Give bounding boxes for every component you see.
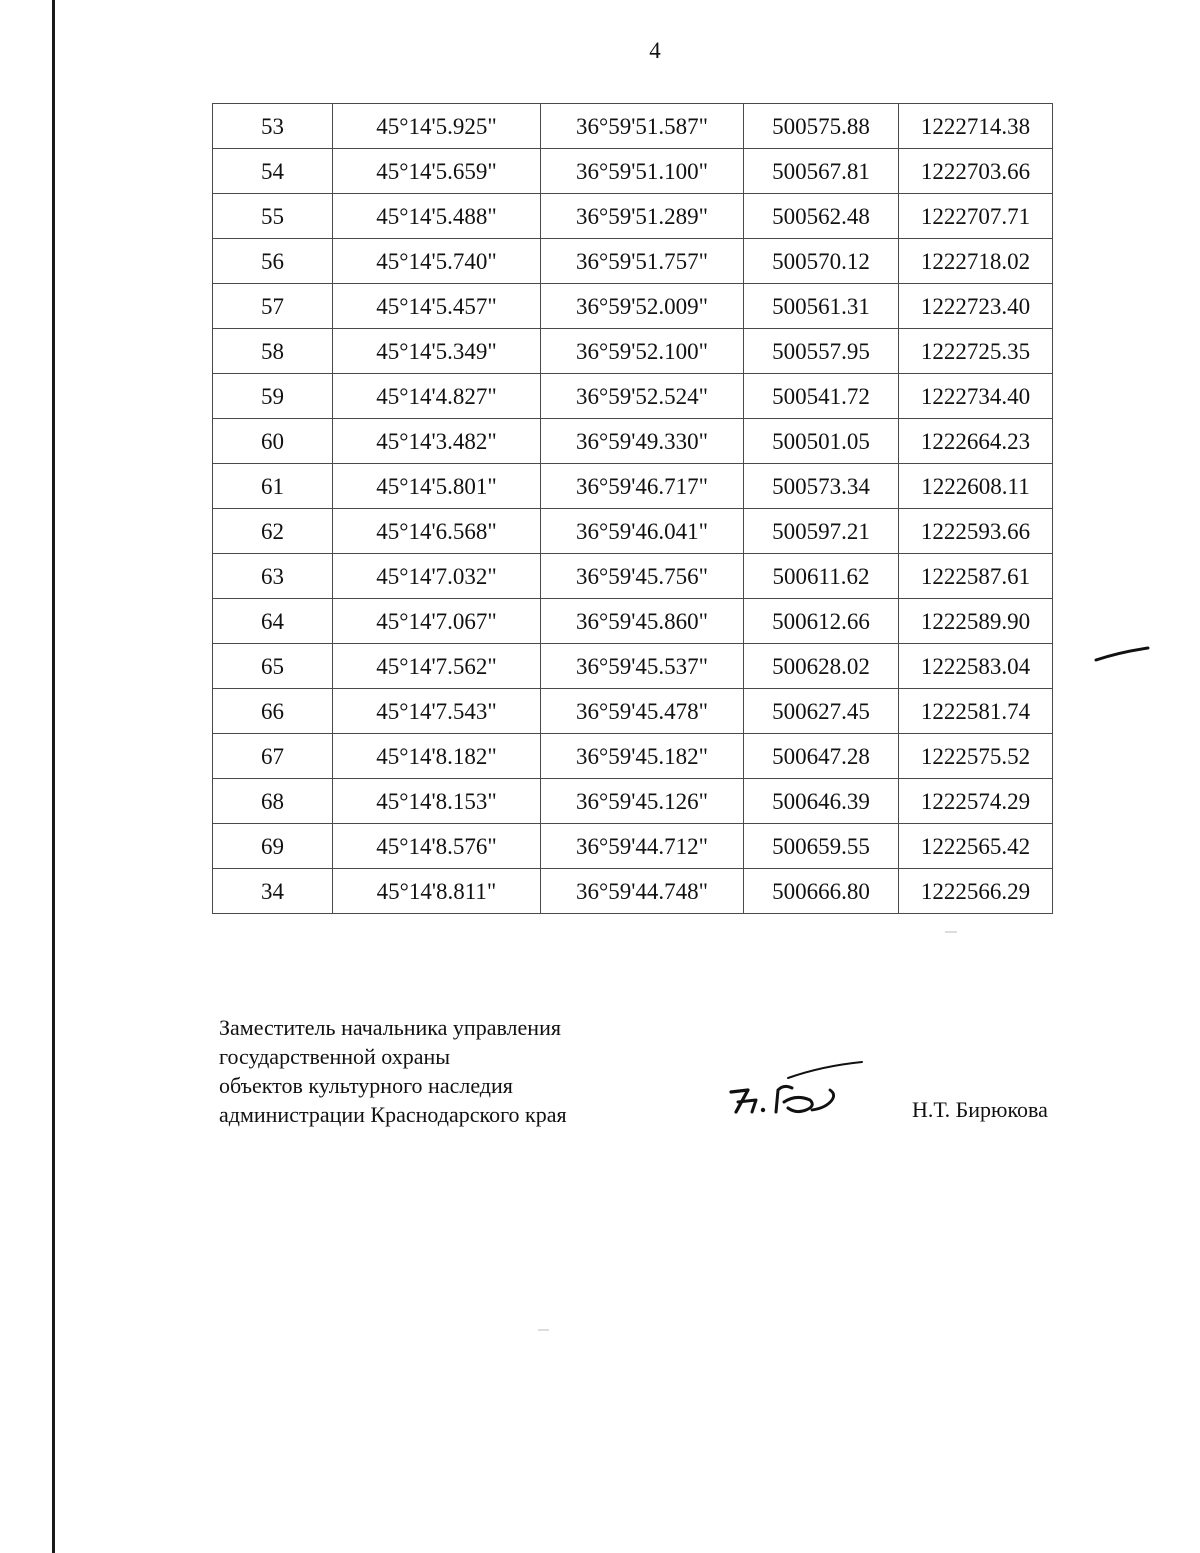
longitude-cell: 36°59'44.712" xyxy=(541,824,744,869)
longitude-cell: 36°59'51.757" xyxy=(541,239,744,284)
table-row xyxy=(213,194,1053,239)
x-coordinate-cell: 500541.72 xyxy=(744,374,899,419)
signatory-position-line: администрации Краснодарского края xyxy=(219,1102,567,1127)
longitude-cell: 36°59'51.587" xyxy=(541,104,744,149)
point-number-cell: 55 xyxy=(213,194,333,239)
longitude-cell: 36°59'45.537" xyxy=(541,644,744,689)
x-coordinate-cell: 500501.05 xyxy=(744,419,899,464)
y-coordinate-cell: 1222593.66 xyxy=(899,509,1053,554)
y-coordinate-cell: 1222574.29 xyxy=(899,779,1053,824)
longitude-cell: 36°59'45.126" xyxy=(541,779,744,824)
y-coordinate-cell: 1222587.61 xyxy=(899,554,1053,599)
signatory-position-line: Заместитель начальника управления xyxy=(219,1015,561,1040)
y-coordinate-cell: 1222566.29 xyxy=(899,869,1053,914)
y-coordinate-cell: 1222581.74 xyxy=(899,689,1053,734)
x-coordinate-cell: 500627.45 xyxy=(744,689,899,734)
y-coordinate-cell: 1222703.66 xyxy=(899,149,1053,194)
x-coordinate-cell: 500562.48 xyxy=(744,194,899,239)
table-row xyxy=(213,779,1053,824)
signatory-position xyxy=(219,1013,567,1129)
point-number-cell: 59 xyxy=(213,374,333,419)
longitude-cell: 36°59'45.182" xyxy=(541,734,744,779)
coordinates-table xyxy=(212,103,1053,914)
table-row xyxy=(213,599,1053,644)
table-row xyxy=(213,554,1053,599)
table-row xyxy=(213,104,1053,149)
page-number: 4 xyxy=(649,38,661,63)
signatory-position-line: государственной охраны xyxy=(219,1044,451,1069)
table-row xyxy=(213,689,1053,734)
point-number-cell: 58 xyxy=(213,329,333,374)
latitude-cell: 45°14'5.659" xyxy=(333,149,541,194)
point-number-cell: 64 xyxy=(213,599,333,644)
y-coordinate-cell: 1222664.23 xyxy=(899,419,1053,464)
y-coordinate-cell: 1222575.52 xyxy=(899,734,1053,779)
latitude-cell: 45°14'3.482" xyxy=(333,419,541,464)
x-coordinate-cell: 500575.88 xyxy=(744,104,899,149)
y-coordinate-cell: 1222734.40 xyxy=(899,374,1053,419)
point-number-cell: 62 xyxy=(213,509,333,554)
y-coordinate-cell: 1222565.42 xyxy=(899,824,1053,869)
table-row xyxy=(213,869,1053,914)
handwritten-signature xyxy=(726,1060,866,1120)
point-number-cell: 69 xyxy=(213,824,333,869)
left-margin-rule xyxy=(52,0,55,1553)
x-coordinate-cell: 500659.55 xyxy=(744,824,899,869)
table-row xyxy=(213,239,1053,284)
point-number-cell: 61 xyxy=(213,464,333,509)
point-number-cell: 63 xyxy=(213,554,333,599)
point-number-cell: 67 xyxy=(213,734,333,779)
point-number-cell: 34 xyxy=(213,869,333,914)
margin-pen-stroke xyxy=(1094,644,1150,664)
y-coordinate-cell: 1222707.71 xyxy=(899,194,1053,239)
point-number-cell: 66 xyxy=(213,689,333,734)
table-row xyxy=(213,149,1053,194)
point-number-cell: 60 xyxy=(213,419,333,464)
x-coordinate-cell: 500561.31 xyxy=(744,284,899,329)
latitude-cell: 45°14'5.925" xyxy=(333,104,541,149)
longitude-cell: 36°59'45.860" xyxy=(541,599,744,644)
point-number-cell: 57 xyxy=(213,284,333,329)
x-coordinate-cell: 500647.28 xyxy=(744,734,899,779)
latitude-cell: 45°14'7.067" xyxy=(333,599,541,644)
longitude-cell: 36°59'51.100" xyxy=(541,149,744,194)
x-coordinate-cell: 500557.95 xyxy=(744,329,899,374)
y-coordinate-cell: 1222723.40 xyxy=(899,284,1053,329)
table-row xyxy=(213,734,1053,779)
latitude-cell: 45°14'7.543" xyxy=(333,689,541,734)
latitude-cell: 45°14'8.182" xyxy=(333,734,541,779)
x-coordinate-cell: 500666.80 xyxy=(744,869,899,914)
longitude-cell: 36°59'52.009" xyxy=(541,284,744,329)
point-number-cell: 68 xyxy=(213,779,333,824)
longitude-cell: 36°59'45.478" xyxy=(541,689,744,734)
x-coordinate-cell: 500597.21 xyxy=(744,509,899,554)
latitude-cell: 45°14'5.488" xyxy=(333,194,541,239)
y-coordinate-cell: 1222608.11 xyxy=(899,464,1053,509)
signatory-name: Н.Т. Бирюкова xyxy=(912,1097,1048,1122)
y-coordinate-cell: 1222589.90 xyxy=(899,599,1053,644)
x-coordinate-cell: 500611.62 xyxy=(744,554,899,599)
longitude-cell: 36°59'49.330" xyxy=(541,419,744,464)
table-row xyxy=(213,374,1053,419)
point-number-cell: 54 xyxy=(213,149,333,194)
longitude-cell: 36°59'45.756" xyxy=(541,554,744,599)
latitude-cell: 45°14'5.801" xyxy=(333,464,541,509)
x-coordinate-cell: 500628.02 xyxy=(744,644,899,689)
table-row xyxy=(213,419,1053,464)
point-number-cell: 65 xyxy=(213,644,333,689)
longitude-cell: 36°59'51.289" xyxy=(541,194,744,239)
table-row xyxy=(213,464,1053,509)
x-coordinate-cell: 500612.66 xyxy=(744,599,899,644)
latitude-cell: 45°14'6.568" xyxy=(333,509,541,554)
latitude-cell: 45°14'7.562" xyxy=(333,644,541,689)
table-row xyxy=(213,509,1053,554)
longitude-cell: 36°59'46.041" xyxy=(541,509,744,554)
latitude-cell: 45°14'8.576" xyxy=(333,824,541,869)
table-row xyxy=(213,329,1053,374)
point-number-cell: 53 xyxy=(213,104,333,149)
latitude-cell: 45°14'5.457" xyxy=(333,284,541,329)
latitude-cell: 45°14'5.740" xyxy=(333,239,541,284)
x-coordinate-cell: 500646.39 xyxy=(744,779,899,824)
y-coordinate-cell: 1222718.02 xyxy=(899,239,1053,284)
y-coordinate-cell: 1222714.38 xyxy=(899,104,1053,149)
latitude-cell: 45°14'8.153" xyxy=(333,779,541,824)
y-coordinate-cell: 1222583.04 xyxy=(899,644,1053,689)
x-coordinate-cell: 500573.34 xyxy=(744,464,899,509)
table-row xyxy=(213,284,1053,329)
latitude-cell: 45°14'7.032" xyxy=(333,554,541,599)
latitude-cell: 45°14'4.827" xyxy=(333,374,541,419)
latitude-cell: 45°14'5.349" xyxy=(333,329,541,374)
longitude-cell: 36°59'46.717" xyxy=(541,464,744,509)
signatory-position-line: объектов культурного наследия xyxy=(219,1073,513,1098)
point-number-cell: 56 xyxy=(213,239,333,284)
coordinates-table-body xyxy=(213,104,1053,914)
x-coordinate-cell: 500567.81 xyxy=(744,149,899,194)
longitude-cell: 36°59'44.748" xyxy=(541,869,744,914)
y-coordinate-cell: 1222725.35 xyxy=(899,329,1053,374)
table-row xyxy=(213,824,1053,869)
longitude-cell: 36°59'52.100" xyxy=(541,329,744,374)
longitude-cell: 36°59'52.524" xyxy=(541,374,744,419)
table-row xyxy=(213,644,1053,689)
latitude-cell: 45°14'8.811" xyxy=(333,869,541,914)
x-coordinate-cell: 500570.12 xyxy=(744,239,899,284)
